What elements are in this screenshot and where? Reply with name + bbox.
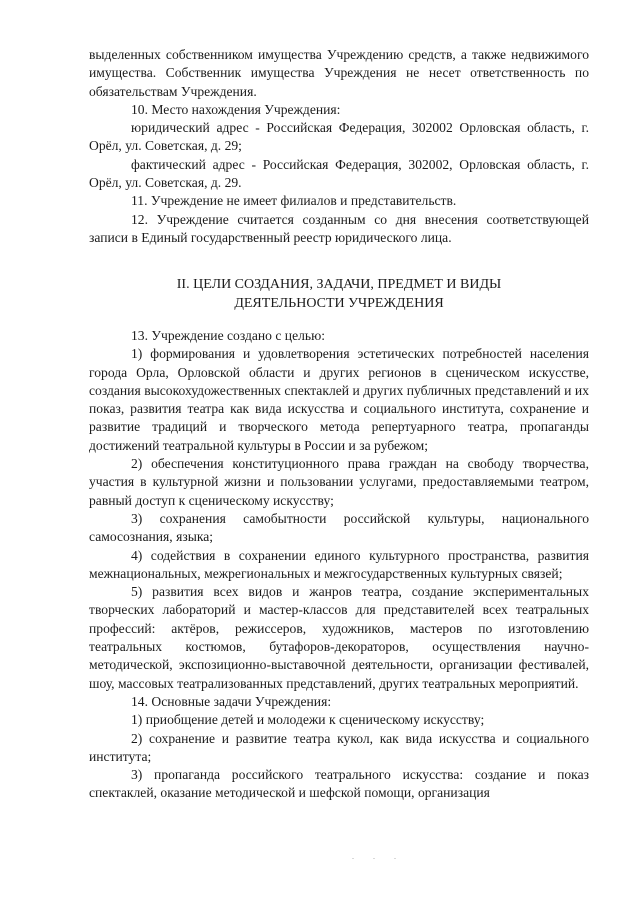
- purpose-item-5: 5) развития всех видов и жанров театра, создание экспериментальных творческих лабораторий и мастер-классов для представителей всех театральных профессий: актёров, режиссеров, художников, мастеров по изготовлению театральных костюмов, бутафоров-декораторов, осуществления научно-методической, экспозиционно-выставочной деятельности, организации фестивалей, шоу, массовых театрализованных представлений, других театральных мероприятий.: [89, 584, 589, 691]
- scan-speck: [373, 858, 375, 859]
- purpose-item-2: 2) обеспечения конституционного права граждан на свободу творчества, участия в культурной жизни и пользовании услугами, предоставляемыми театром, равный доступ к сценическому искусству;: [89, 456, 589, 508]
- scan-speck: [394, 858, 396, 859]
- section-heading-line-2: ДЕЯТЕЛЬНОСТИ УЧРЕЖДЕНИЯ: [234, 295, 444, 311]
- charter-text-section-2: [89, 327, 589, 803]
- purpose-item-3: 3) сохранения самобытности российской культуры, национального самосознания, языка;: [89, 510, 589, 545]
- section-heading: [89, 276, 589, 313]
- paragraph-14-tasks: 14. Основные задачи Учреждения:: [131, 693, 332, 709]
- section-heading-line-1: II. ЦЕЛИ СОЗДАНИЯ, ЗАДАЧИ, ПРЕДМЕТ И ВИДЫ: [176, 277, 502, 292]
- purpose-item-4: 4) содействия в сохранении единого культурного пространства, развития межнациональных, межрегиональных и межгосударственных культурных связей;: [89, 547, 589, 581]
- paragraph-13-purpose: 13. Учреждение создано с целью:: [131, 328, 326, 343]
- actual-address: фактический адрес - Российская Федерация, 302002, Орловская область, г. Орёл, ул. Советская, д. 29.: [89, 156, 589, 191]
- purpose-item-1: 1) формирования и удовлетворения эстетических потребностей населения города Орла, Орловской области и других регионов в сценическом искусстве, создания высокохудожественных спектаклей и других публичных представлений и их показ, развития театра как вида искусства и социального института, сохранение и развитие традиций и творческого метода репертуарного театра, пропаганды достижений театральной культуры в России и за рубежом;: [89, 346, 589, 453]
- legal-address: юридический адрес - Российская Федерация, 302002 Орловская область, г. Орёл, ул. Советская, д. 29;: [89, 120, 589, 154]
- scan-speck: [352, 858, 354, 859]
- paragraph-12-registration: 12. Учреждение считается созданным со дня внесения соответствующей записи в Единый государственный реестр юридического лица.: [89, 211, 589, 245]
- charter-text-top: [89, 46, 589, 247]
- task-item-2: 2) сохранение и развитие театра кукол, как вида искусства и социального института;: [89, 730, 589, 764]
- paragraph-10-location: 10. Место нахождения Учреждения:: [131, 101, 341, 117]
- task-item-3: 3) пропаганда российского театрального искусства: создание и показ спектаклей, оказание методической и шефской помощи, организация: [89, 767, 589, 801]
- task-item-1: 1) приобщение детей и молодежи к сценическому искусству;: [131, 712, 485, 728]
- paragraph-property-continuation: выделенных собственником имущества Учреждению средств, а также недвижимого имущества. Собственник имущества Учреждения не несет ответственность по обязательствам Учреждения.: [89, 47, 589, 99]
- paragraph-11-branches: 11. Учреждение не имеет филиалов и представительств.: [131, 193, 457, 209]
